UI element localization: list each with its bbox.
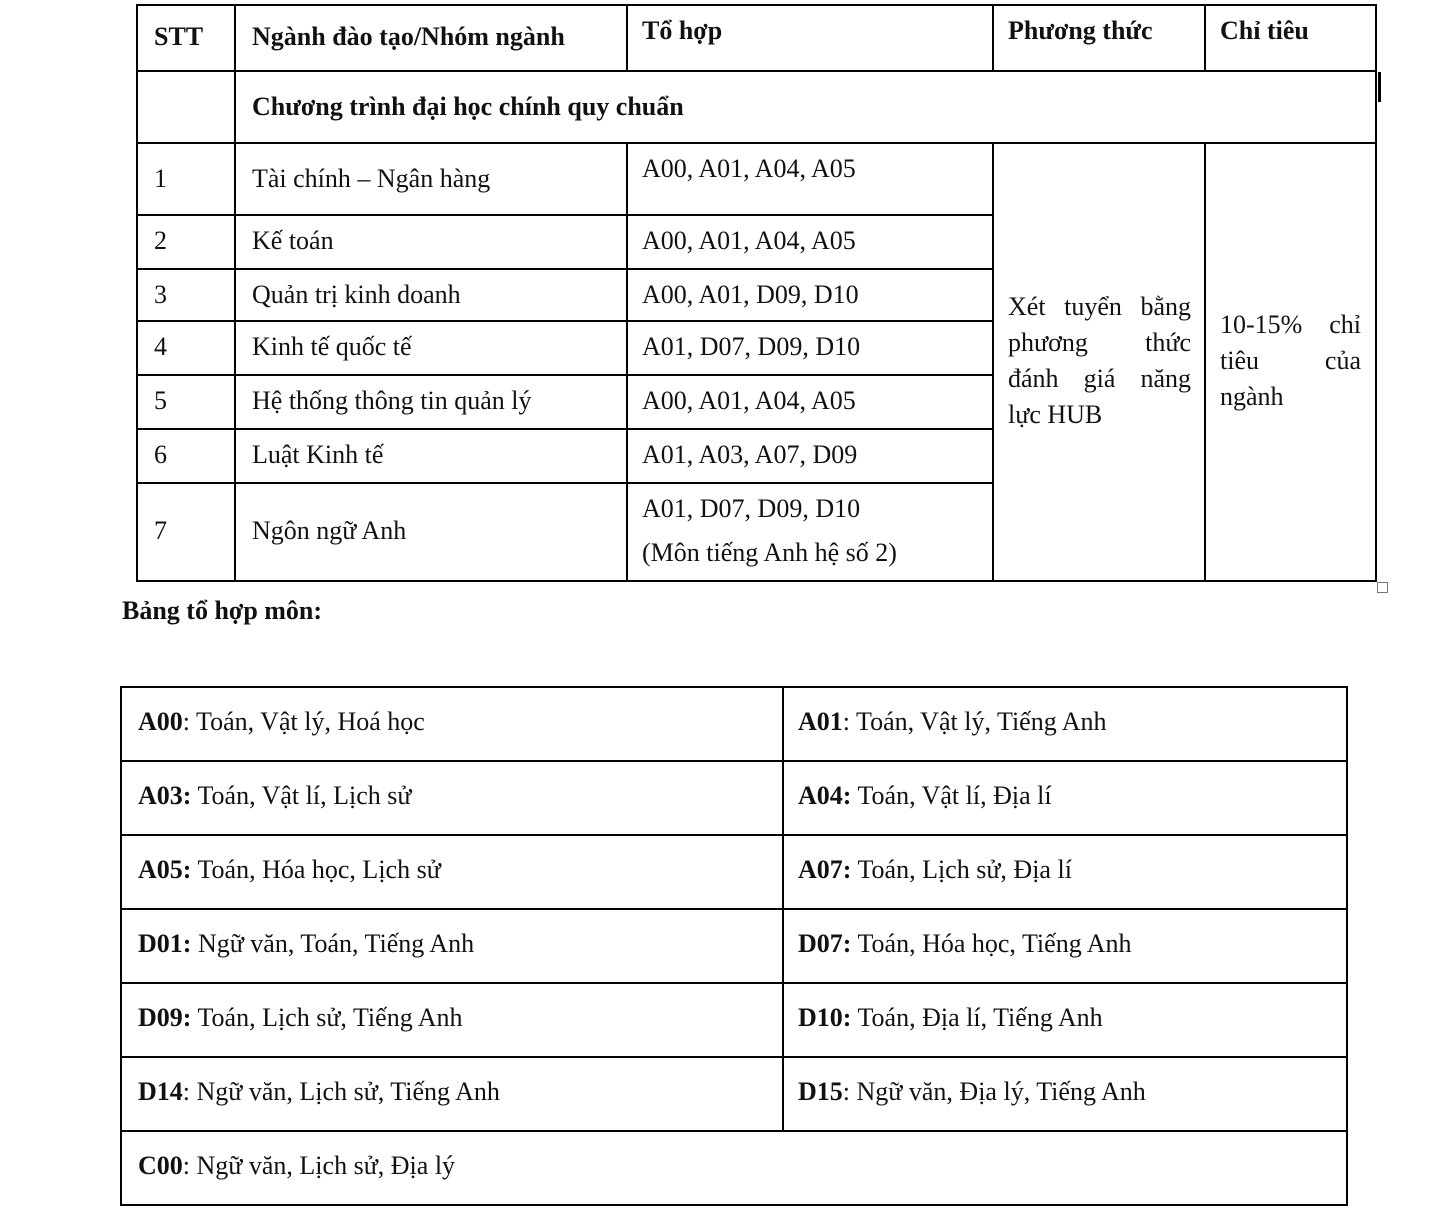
combo-cell <box>138 1148 455 1184</box>
combo-subjects: Ngữ văn, Địa lý, Tiếng Anh <box>856 1077 1146 1106</box>
row-nganh: Ngôn ngữ Anh <box>252 516 407 545</box>
combo-cell <box>138 852 441 888</box>
phuongthuc-cell <box>1008 289 1191 433</box>
chitieu-line: 10-15% chỉ <box>1220 310 1361 339</box>
combo-cell <box>138 778 411 814</box>
combo-separator: : <box>182 1151 197 1180</box>
table-resize-handle[interactable] <box>1377 582 1388 593</box>
text-cursor <box>1378 72 1381 102</box>
phuongthuc-line: lực HUB <box>1008 400 1103 429</box>
combo-code: D07: <box>798 929 852 958</box>
header-chitieu: Chỉ tiêu <box>1220 16 1309 45</box>
row-stt: 1 <box>154 164 167 193</box>
col-divider <box>992 4 994 70</box>
combo-code: A00 <box>138 707 183 736</box>
combo-code: D01: <box>138 929 192 958</box>
subject-combination-caption: Bảng tổ hợp môn: <box>122 596 323 625</box>
combo-subjects: Ngữ văn, Lịch sử, Địa lý <box>196 1151 456 1180</box>
combo-code: C00 <box>138 1151 183 1180</box>
combo-cell <box>798 1074 1146 1110</box>
col-divider <box>992 142 994 582</box>
row-divider <box>120 1130 1348 1132</box>
combo-cell <box>798 704 1107 740</box>
chitieu-line: tiêu của <box>1220 346 1361 375</box>
chitieu-cell <box>1220 307 1361 415</box>
row-stt: 2 <box>154 226 167 255</box>
combo-subjects: Toán, Vật lí, Lịch sử <box>197 781 412 810</box>
row-divider <box>136 374 993 376</box>
combo-code: D14 <box>138 1077 183 1106</box>
row-nganh: Tài chính – Ngân hàng <box>252 164 491 193</box>
row-tohop: A00, A01, A04, A05 <box>642 226 856 255</box>
header-phuongthuc: Phương thức <box>1008 16 1153 45</box>
combo-subjects: Toán, Lịch sử, Tiếng Anh <box>197 1003 463 1032</box>
row-divider <box>136 268 993 270</box>
combo-subjects: Toán, Vật lý, Tiếng Anh <box>856 707 1107 736</box>
combo-code: A07: <box>798 855 852 884</box>
combo-cell <box>138 704 425 740</box>
row-nganh: Luật Kinh tế <box>252 440 384 469</box>
row-divider <box>120 908 1348 910</box>
combo-separator: : <box>842 707 857 736</box>
row-stt: 7 <box>154 516 167 545</box>
combo-subjects: Toán, Vật lý, Hoá học <box>196 707 425 736</box>
row-nganh: Kế toán <box>252 226 334 255</box>
header-tohop: Tổ hợp <box>642 16 723 45</box>
combo-code: D10: <box>798 1003 852 1032</box>
combo-cell <box>138 1000 463 1036</box>
row-divider <box>120 982 1348 984</box>
row-divider <box>120 834 1348 836</box>
combo-code: A03: <box>138 781 192 810</box>
header-stt: STT <box>154 22 204 51</box>
row-tohop: A00, A01, D09, D10 <box>642 280 859 309</box>
row-tohop: A01, D07, D09, D10 <box>642 332 861 361</box>
row-tohop: A00, A01, A04, A05 <box>642 154 856 183</box>
combo-code: A04: <box>798 781 852 810</box>
combo-subjects: Toán, Vật lí, Địa lí <box>857 781 1052 810</box>
row-tohop: A01, A03, A07, D09 <box>642 440 858 469</box>
row-tohop: A01, D07, D09, D10 <box>642 494 861 523</box>
row-stt: 5 <box>154 386 167 415</box>
row-nganh: Kinh tế quốc tế <box>252 332 412 361</box>
row-divider <box>136 70 1377 72</box>
row-divider <box>136 428 993 430</box>
combo-separator: : <box>182 1077 197 1106</box>
col-divider <box>626 4 628 70</box>
row-divider <box>136 214 993 216</box>
combo-cell <box>138 926 474 962</box>
combo-code: A05: <box>138 855 192 884</box>
chitieu-line: ngành <box>1220 382 1284 411</box>
row-tohop-note: (Môn tiếng Anh hệ số 2) <box>642 538 897 567</box>
combo-subjects: Ngữ văn, Toán, Tiếng Anh <box>197 929 475 958</box>
col-divider <box>782 686 784 1132</box>
row-divider <box>120 1056 1348 1058</box>
combo-cell <box>798 926 1132 962</box>
col-divider <box>1204 142 1206 582</box>
col-divider <box>234 4 236 582</box>
row-divider <box>136 482 993 484</box>
combo-code: D09: <box>138 1003 192 1032</box>
row-divider <box>136 142 1377 144</box>
row-divider <box>120 760 1348 762</box>
combo-subjects: Toán, Hóa học, Tiếng Anh <box>857 929 1132 958</box>
header-nganh: Ngành đào tạo/Nhóm ngành <box>252 22 565 51</box>
combo-code: D15 <box>798 1077 843 1106</box>
row-stt: 6 <box>154 440 167 469</box>
col-divider <box>1204 4 1206 70</box>
combo-cell <box>138 1074 500 1110</box>
combo-code: A01 <box>798 707 843 736</box>
row-tohop: A00, A01, A04, A05 <box>642 386 856 415</box>
combo-cell <box>798 1000 1103 1036</box>
combo-subjects: Ngữ văn, Lịch sử, Tiếng Anh <box>196 1077 500 1106</box>
combo-subjects: Toán, Hóa học, Lịch sử <box>197 855 441 884</box>
row-nganh: Hệ thống thông tin quản lý <box>252 386 532 415</box>
row-divider <box>136 320 993 322</box>
phuongthuc-line: đánh giá năng <box>1008 364 1191 393</box>
row-nganh: Quản trị kinh doanh <box>252 280 461 309</box>
phuongthuc-line: Xét tuyển bằng <box>1008 292 1191 321</box>
combo-separator: : <box>842 1077 857 1106</box>
col-divider <box>626 142 628 582</box>
row-stt: 3 <box>154 280 167 309</box>
combo-subjects: Toán, Địa lí, Tiếng Anh <box>857 1003 1103 1032</box>
combo-cell <box>798 852 1072 888</box>
combo-separator: : <box>182 707 197 736</box>
phuongthuc-line: phương thức <box>1008 328 1191 357</box>
combo-subjects: Toán, Lịch sử, Địa lí <box>857 855 1072 884</box>
section-title: Chương trình đại học chính quy chuẩn <box>252 92 684 121</box>
row-stt: 4 <box>154 332 167 361</box>
combo-cell <box>798 778 1052 814</box>
